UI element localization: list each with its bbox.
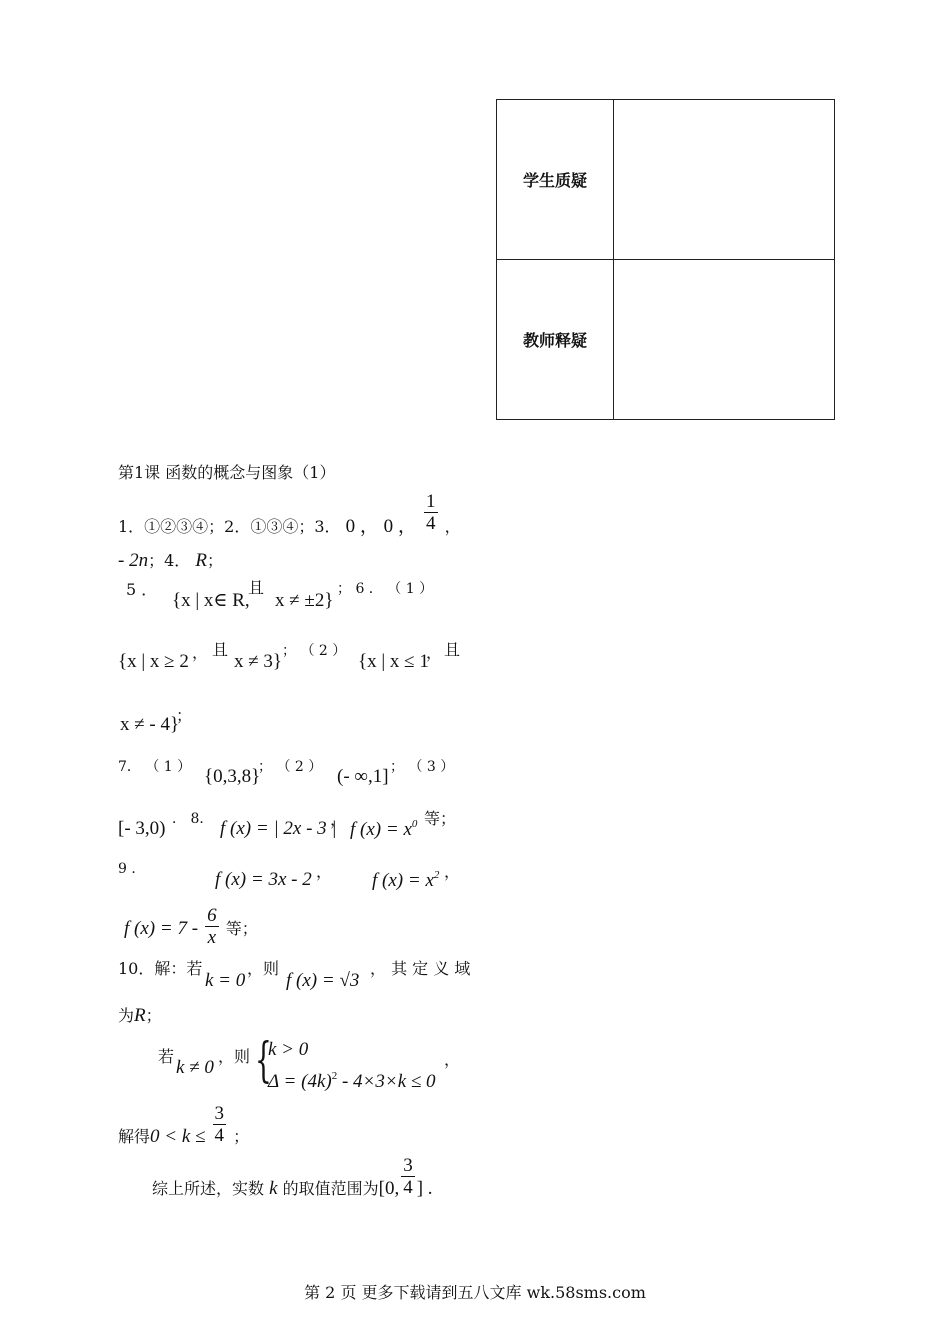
qie-text-3: 且	[444, 640, 461, 659]
answer-8-function-1: f (x) = | 2x - 3 |	[220, 818, 337, 839]
student-question-cell	[614, 100, 835, 260]
answer-7-value-3: [- 3,0)	[118, 818, 166, 839]
answer-9-function-2: f $(x) = x^2$	[372, 869, 440, 891]
system-condition-1: k > 0	[268, 1039, 309, 1060]
answer-7-value-1: {0,3,8}	[204, 766, 261, 787]
answer-10-intro: 10．解：若	[118, 959, 203, 978]
comma-3: ，	[330, 810, 347, 829]
answer-7-value-2: (- ∞,1]	[337, 766, 389, 787]
qa-table	[496, 99, 835, 420]
student-question-label: 学生质疑	[497, 100, 614, 260]
fraction-three-quarters-2: $\frac{3}{4}$	[403, 1155, 413, 1198]
answer-8-label: ． 8．	[172, 811, 214, 827]
semicolon-1: ；	[176, 706, 193, 725]
qie-text-2: 且	[212, 640, 229, 659]
answer-10-domain-text: ， 其 定 义 域	[370, 959, 471, 978]
answer-6-set-1: {x | x ≥ 2	[118, 651, 189, 672]
deng-text-1: 等；	[424, 809, 457, 828]
answer-5-number: 5 ．	[126, 580, 158, 599]
fraction-three-quarters-1: $\frac{3}{4}$	[214, 1103, 225, 1146]
answer-6-set-2-cond: x ≠ - 4}	[120, 714, 180, 735]
comma-4: ，	[316, 862, 333, 881]
page-footer: 第 2 页 更多下载请到五八文库 wk.58sms.com	[304, 1283, 646, 1302]
answer-6-set-1-cond: x ≠ 3}	[234, 651, 283, 672]
fraction-six-over-x: $\frac{6}{x}$	[207, 905, 217, 948]
answer-line-2: - 2n；4． R；	[118, 550, 223, 571]
answer-5-set: {x | x∈ R,	[172, 590, 250, 611]
comma-5: ，	[444, 862, 461, 881]
answer-10-ze-2: ，则	[218, 1047, 251, 1066]
answer-10-solution-line: 解得0 < k ≤ $\frac{3}{4}$ ；	[118, 1103, 250, 1147]
qie-text-1: 且	[248, 578, 265, 597]
answer-10-domain-line: 为R；	[118, 1005, 162, 1026]
answer-9-label: 9 ．	[118, 861, 146, 877]
answer-7-label: 7． （ 1 ）	[118, 759, 192, 775]
system-condition-2: $\Delta = (4k)^2 - 4\times 3\times k \le 0$	[268, 1070, 436, 1092]
answer-10-k-zero: k = 0	[205, 970, 246, 991]
teacher-answer-label: 教师释疑	[497, 260, 614, 420]
answer-7-part2-label: ； （ 2 ）	[258, 759, 323, 775]
system-brace: {	[255, 1032, 272, 1088]
comma-6: ，	[444, 1050, 461, 1069]
lesson-title: 第1课 函数的概念与图象（1）	[118, 463, 336, 482]
answer-6-label: ； 6 ． （ 1 ）	[337, 581, 434, 597]
answer-6-part2-label: ； （ 2 ）	[282, 643, 347, 659]
answer-10-ruo: 若	[158, 1047, 175, 1066]
answer-7-part3-label: ； （ 3 ）	[390, 759, 455, 775]
answer-10-ze-1: ，则	[247, 959, 280, 978]
answer-10-conclusion-line: 综上所述，实数 k 的取值范围为[0, $\frac{3}{4}$ ] .	[152, 1155, 433, 1199]
answer-6-set-2: {x | x ≤ 1	[358, 651, 429, 672]
answer-9-function-3: f (x) = 7 -	[124, 917, 199, 939]
answer-5-set-cond: x ≠ ±2}	[275, 590, 334, 611]
answer-10-k-nonzero: k ≠ 0	[176, 1057, 214, 1078]
answer-line-1: 1．①②③④；2．①③④；3． 0 ， 0 ， $\frac{1}{4}$ ，	[118, 491, 461, 537]
comma-2: ，	[426, 643, 443, 662]
answer-9-function-1: f (x) = 3x - 2	[215, 869, 312, 890]
fraction-one-quarter: $\frac{1}{4}$	[426, 491, 436, 534]
comma-1: ，	[192, 643, 209, 662]
answer-10-constant-function: f (x) = √3	[286, 970, 360, 991]
answer-8-function-2: f $(x) = x^0$	[350, 818, 418, 840]
teacher-answer-cell	[614, 260, 835, 420]
answer-9-function-3-line: f (x) = 7 - $\frac{6}{x}$ 等；	[124, 905, 258, 948]
